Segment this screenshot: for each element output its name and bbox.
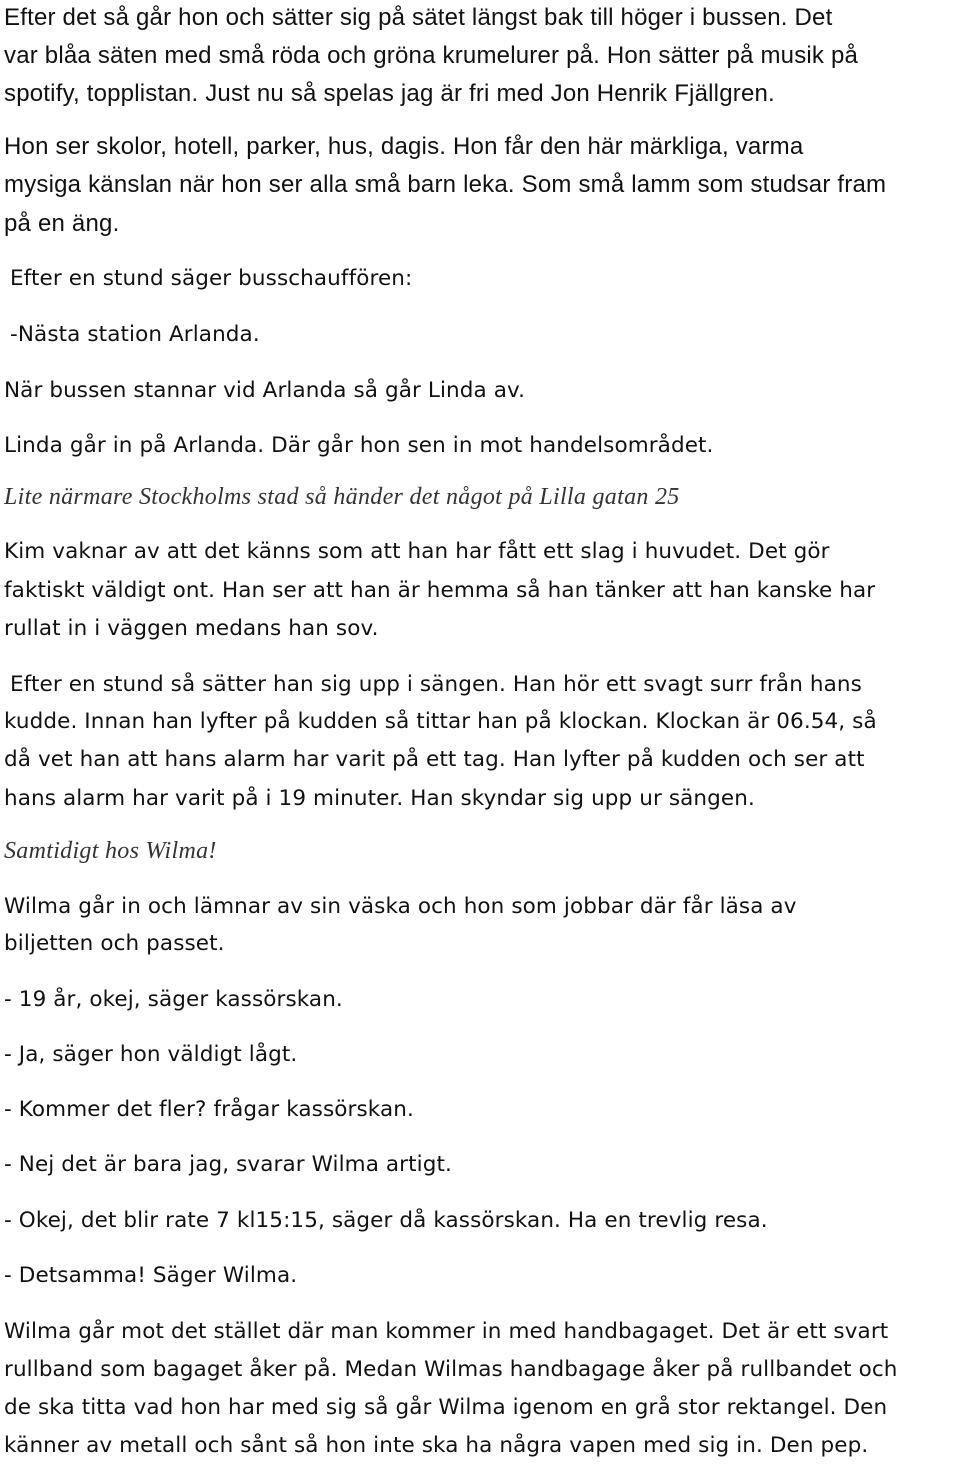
text-line: Efter en stund så sätter han sig upp i sängen. Han hör ett svagt surr från hans bbox=[10, 672, 862, 697]
text-line: känner av metall och sånt så hon inte ska ha några vapen med sig in. Den pep. bbox=[4, 1433, 869, 1458]
dialogue-line: - Detsamma! Säger Wilma. bbox=[4, 1263, 298, 1288]
text-line: Wilma går in och lämnar av sin väska och hon som jobbar där får läsa av bbox=[4, 894, 797, 919]
dialogue-line: - Okej, det blir rate 7 kl15:15, säger då kassörskan. Ha en trevlig resa. bbox=[4, 1208, 768, 1233]
text-line: Hon ser skolor, hotell, parker, hus, dagis. Hon får den här märkliga, varma bbox=[4, 133, 804, 160]
text-line: mysiga känslan när hon ser alla små barn leka. Som små lamm som studsar fram bbox=[4, 171, 887, 198]
text-line: Kim vaknar av att det känns som att han har fått ett slag i huvudet. Det gör bbox=[4, 539, 830, 564]
text-line: faktiskt väldigt ont. Han ser att han är hemma så han tänker att han kanske har bbox=[4, 578, 876, 603]
text-line: på en äng. bbox=[4, 210, 120, 237]
dialogue-line: - Kommer det fler? frågar kassörskan. bbox=[4, 1097, 414, 1122]
text-line: Wilma går mot det stället där man kommer in med handbagaget. Det är ett svart bbox=[4, 1319, 889, 1344]
section-heading: Lite närmare Stockholms stad så händer det något på Lilla gatan 25 bbox=[4, 484, 680, 510]
text-line: de ska titta vad hon har med sig så går Wilma igenom en grå stor rektangel. Den bbox=[4, 1395, 888, 1420]
text-line: rullband som bagaget åker på. Medan Wilmas handbagage åker på rullbandet och bbox=[4, 1357, 898, 1382]
text-line: -Nästa station Arlanda. bbox=[10, 322, 260, 347]
text-line: Efter det så går hon och sätter sig på sätet längst bak till höger i bussen. Det bbox=[4, 4, 833, 31]
section-heading: Samtidigt hos Wilma! bbox=[4, 838, 217, 864]
dialogue-line: - Ja, säger hon väldigt lågt. bbox=[4, 1042, 298, 1067]
text-line: hans alarm har varit på i 19 minuter. Han skyndar sig upp ur sängen. bbox=[4, 786, 755, 811]
text-line: kudde. Innan han lyfter på kudden så tittar han på klockan. Klockan är 06.54, så bbox=[4, 709, 877, 734]
text-line: biljetten och passet. bbox=[4, 931, 225, 956]
dialogue-line: - Nej det är bara jag, svarar Wilma artigt. bbox=[4, 1152, 452, 1177]
text-line: var blåa säten med små röda och gröna krumelurer på. Hon sätter på musik på bbox=[4, 42, 859, 69]
text-line: rullat in i väggen medans han sov. bbox=[4, 616, 379, 641]
text-line: då vet han att hans alarm har varit på ett tag. Han lyfter på kudden och ser att bbox=[4, 747, 865, 772]
text-line: När bussen stannar vid Arlanda så går Linda av. bbox=[4, 378, 526, 403]
text-line: Linda går in på Arlanda. Där går hon sen in mot handelsområdet. bbox=[4, 433, 714, 458]
text-line: Efter en stund säger busschauffören: bbox=[10, 266, 413, 291]
text-line: spotify, topplistan. Just nu så spelas jag är fri med Jon Henrik Fjällgren. bbox=[4, 80, 775, 107]
dialogue-line: - 19 år, okej, säger kassörskan. bbox=[4, 987, 343, 1012]
